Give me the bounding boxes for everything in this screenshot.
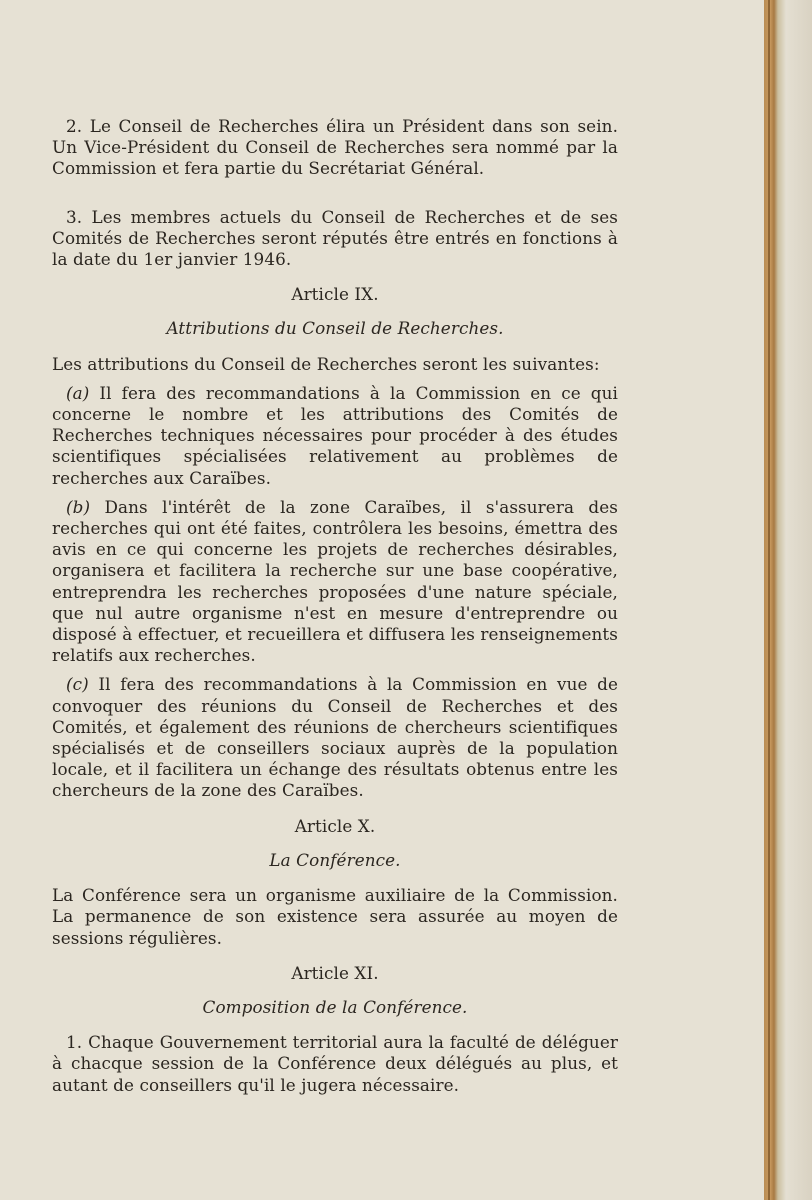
item-c-text: Il fera des recommandations à la Commission en vue de convoquer des réunions du Conseil de Recherches et des Comités, et également des réunions de chercheurs scientifiques spécialisés et de conseillers sociaux auprès de la population locale, et il facilitera un échange des résultats obtenus entre les chercheurs de la zone des Caraïbes. <box>52 674 618 801</box>
article9-intro: Les attributions du Conseil de Recherches seront les suivantes: <box>52 353 600 374</box>
article10-subtitle: La Conférence. <box>269 849 401 870</box>
book-page-edge <box>764 0 812 1200</box>
item-c-label: (c) <box>66 674 89 695</box>
item-b-label: (b) <box>66 496 91 517</box>
article8-paragraph-2: 2. Le Conseil de Recherches élira un Président dans son sein. Un Vice-Président du Conseil de Recherches sera nommé par la Commission et fera partie du Secrétariat Général. <box>52 116 618 179</box>
article9-item-c <box>52 674 618 801</box>
article10-title: Article X. <box>294 815 376 836</box>
article9-subtitle: Attributions du Conseil de Recherches. <box>166 318 504 339</box>
article11-subtitle: Composition de la Conférence. <box>202 996 468 1017</box>
item-a-text: Il fera des recommandations à la Commission en ce qui concerne le nombre et les attributions des Comités de Recherches techniques nécessaires pour procéder à des études scientifiques spécialisées relativement au problèmes de recherches aux Caraïbes. <box>52 382 618 488</box>
article9-item-b <box>52 497 618 667</box>
article11-paragraph-1: 1. Chaque Gouvernement territorial aura la faculté de déléguer à chacque session de la Conférence deux délégués au plus, et autant de conseillers qu'il le jugera nécessaire. <box>52 1032 618 1095</box>
document-body <box>52 116 618 1096</box>
article9-item-a <box>52 383 618 489</box>
article11-title: Article XI. <box>291 962 379 983</box>
article9-title: Article IX. <box>291 284 379 305</box>
article8-paragraph-3: 3. Les membres actuels du Conseil de Recherches et de ses Comités de Recherches seront réputés être entrés en fonctions à la date du 1er janvier 1946. <box>52 206 618 270</box>
item-a-label: (a) <box>66 382 90 403</box>
article10-text: La Conférence sera un organisme auxiliaire de la Commission. La permanence de son existence sera assurée au moyen de sessions régulières. <box>52 885 618 948</box>
item-b-text: Dans l'intérêt de la zone Caraïbes, il s'assurera des recherches qui ont été faites, contrôlera les besoins, émettra des avis en ce qui concerne les projets de recherches désirables, organisera et facilitera la recherche sur une base coopérative, entreprendra les recherches proposées d'une nature spéciale, que nul autre organisme n'est en mesure d'entreprendre ou disposé à effectuer, et recueillera et diffusera les renseignements relatifs aux recherches. <box>52 496 618 666</box>
